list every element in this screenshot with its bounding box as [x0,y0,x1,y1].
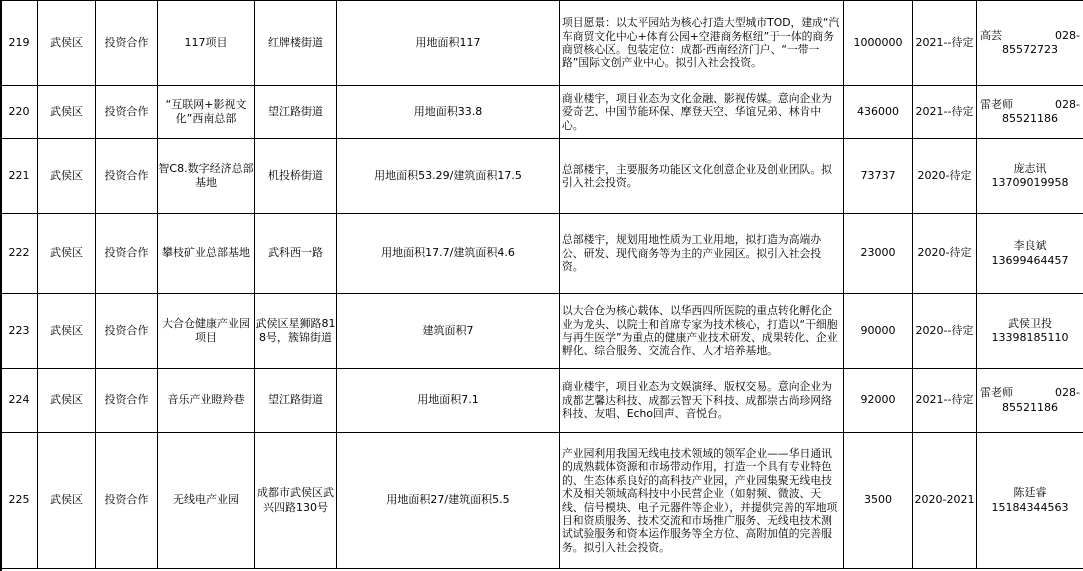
contact-cell [977,294,1083,369]
project-name-cell: 大合仓健康产业园项目 [158,294,255,369]
contact-area-code: 028- [1055,386,1080,400]
description-cell: 商业楼宇，项目业态为文化金融、影视传媒。意向企业为爱奇艺、中国节能环保、摩登天空、华谊兄弟、林肯中心。 [560,86,844,139]
area-cell: 用地面积53.29/建筑面积17.5 [337,139,560,214]
location-cell: 望江路街道 [255,86,337,139]
district-cell: 武侯区 [38,139,96,214]
description-cell: 商业楼宇，项目业态为文娱演绎、版权交易。意向企业为成都艺馨达科技、成都云智天下科技、成都崇古尚珍网络科技、友唱、Echo回声、音悦台。 [560,369,844,433]
investment-cell: 90000 [844,294,913,369]
investment-cell: 73737 [844,139,913,214]
contact-cell [977,139,1083,214]
contact-phone: 15184344563 [991,500,1069,514]
row-number: 220 [1,86,38,139]
project-name-cell: 智C8.数字经济总部基地 [158,139,255,214]
contact-name: 陈廷睿 [1013,486,1047,500]
contact-name: 雷老师 [980,97,1013,111]
table-row [1,294,1083,369]
period-cell: 2020--待定 [913,294,977,369]
description-cell: 以大合仓为核心载体、以华西四所医院的重点转化孵化企业为龙头、以院士和首席专家为技术核心，打造以“干细胞与再生医学”为重点的健康产业技术研发、成果转化、企业孵化、综合服务、交流合作、人才培养基地。 [560,294,844,369]
contact-phone: 85521186 [1002,112,1058,125]
investment-cell: 436000 [844,86,913,139]
row-number: 222 [1,214,38,294]
district-cell: 武侯区 [38,369,96,433]
period-cell: 2021--待定 [913,86,977,139]
row-number: 221 [1,139,38,214]
contact-cell [977,369,1083,433]
contact-name: 武侯卫投 [1008,316,1052,330]
location-cell: 机投桥街道 [255,139,337,214]
project-name-cell: 无线电产业园 [158,433,255,569]
investment-cell: 3500 [844,433,913,569]
type-cell: 投资合作 [96,214,158,294]
contact-cell [977,433,1083,569]
contact-name: 李良斌 [1013,239,1047,253]
description-cell: 产业园利用我国无线电技术领域的领军企业——华日通讯的成熟载体资源和市场带动作用，打造一个具有专业特色的、生态体系良好的高科技产业园，产业园集聚无线电技术及相关领域高科技中小民营企业（如射频、微波、天线、信号模块、电子元器件等企业），并提供完善的军地项目和资质服务、技术交流和市场推广服务、无线电技术测试试验服务和资本运作服务等全方位、高附加值的完善服务。拟引入社会投资。 [560,433,844,569]
area-cell: 用地面积17.7/建筑面积4.6 [337,214,560,294]
investment-cell: 1000000 [844,1,913,86]
description-cell: 总部楼宇，规划用地性质为工业用地，拟打造为高端办公、研发、现代商务等为主的产业园区。拟引入社会投资。 [560,214,844,294]
area-cell: 用地面积7.1 [337,369,560,433]
type-cell: 投资合作 [96,139,158,214]
contact-phone: 85572723 [1002,43,1058,56]
project-name-cell: 117项目 [158,1,255,86]
district-cell: 武侯区 [38,433,96,569]
type-cell: 投资合作 [96,86,158,139]
project-name-cell: “互联网+影视文化”西南总部 [158,86,255,139]
contact-name: 高芸 [980,28,1002,42]
contact-phone: 85521186 [1002,400,1058,414]
district-cell: 武侯区 [38,294,96,369]
area-cell: 用地面积117 [337,1,560,86]
contact-name: 庞志讯 [1013,161,1047,175]
district-cell: 武侯区 [38,86,96,139]
contact-cell [977,1,1083,86]
contact-cell [977,214,1083,294]
period-cell: 2020-待定 [913,139,977,214]
type-cell: 投资合作 [96,433,158,569]
contact-name: 雷老师 [980,386,1013,400]
type-cell: 投资合作 [96,1,158,86]
period-cell: 2020-2021 [913,433,977,569]
row-number: 225 [1,433,38,569]
table-row [1,86,1083,139]
type-cell: 投资合作 [96,294,158,369]
location-cell: 武科西一路 [255,214,337,294]
table-row [1,139,1083,214]
investment-cell: 23000 [844,214,913,294]
period-cell: 2021--待定 [913,1,977,86]
location-cell: 武侯区星狮路818号，簇锦街道 [255,294,337,369]
location-cell: 红牌楼街道 [255,1,337,86]
contact-cell [977,86,1083,139]
contact-phone: 13699464457 [991,253,1069,267]
table-row [1,214,1083,294]
row-number: 224 [1,369,38,433]
area-cell: 用地面积33.8 [337,86,560,139]
period-cell: 2020-待定 [913,214,977,294]
contact-phone: 13709019958 [991,176,1069,189]
district-cell: 武侯区 [38,214,96,294]
description-cell: 项目愿景：以太平园站为核心打造大型城市TOD，建成“汽车商贸文化中心+体育公园+空港商务枢纽”于一体的商务商贸核心区。包装定位：成都·西南经济门户、“一带一路”国际文创产业中心。拟引入社会投资。 [560,1,844,86]
row-number: 223 [1,294,38,369]
contact-phone: 13398185110 [991,331,1069,344]
table-row [1,369,1083,433]
table-left-border [0,0,2,571]
project-name-cell: 攀枝矿业总部基地 [158,214,255,294]
period-cell: 2021--待定 [913,369,977,433]
district-cell: 武侯区 [38,1,96,86]
location-cell: 望江路街道 [255,369,337,433]
project-name-cell: 音乐产业瞪羚巷 [158,369,255,433]
contact-area-code: 028- [1055,97,1080,111]
table-row [1,1,1083,86]
contact-area-code: 028- [1055,28,1080,42]
area-cell: 建筑面积7 [337,294,560,369]
investment-cell: 92000 [844,369,913,433]
location-cell: 成都市武侯区武兴四路130号 [255,433,337,569]
type-cell: 投资合作 [96,369,158,433]
table-row [1,433,1083,569]
description-cell: 总部楼宇，主要服务功能区文化创意企业及创业团队。拟引入社会投资。 [560,139,844,214]
area-cell: 用地面积27/建筑面积5.5 [337,433,560,569]
row-number: 219 [1,1,38,86]
